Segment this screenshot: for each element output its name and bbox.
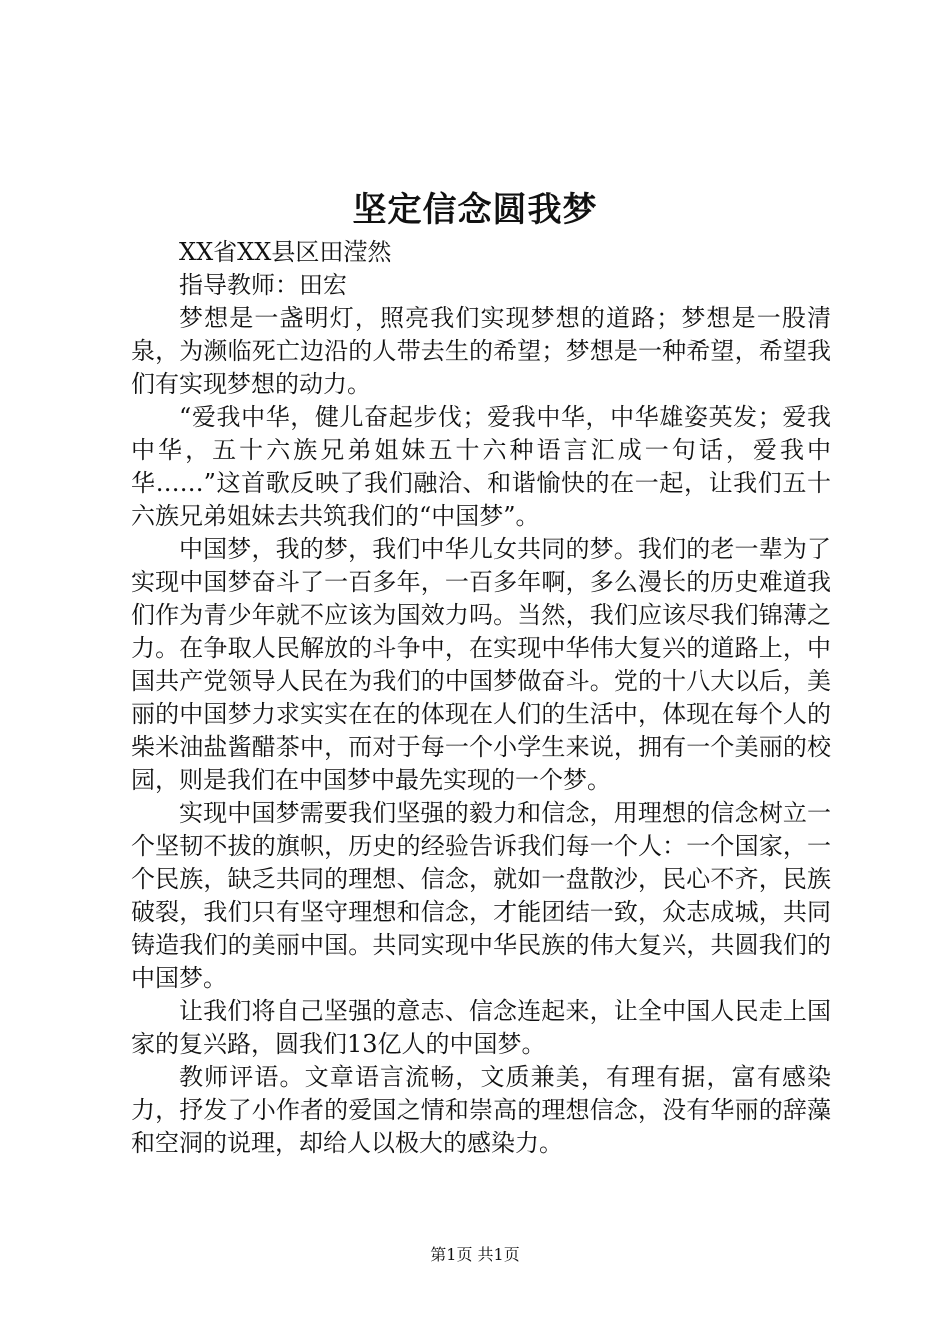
teacher-line: 指导教师：田宏 xyxy=(179,271,347,299)
paragraph-3: 中国梦，我的梦，我们中华儿女共同的梦。我们的老一辈为了实现中国梦奋斗了一百多年，一百多年啊，多么漫长的历史难道我们作为青少年就不应该为国效力吗。当然，我们应该尽我们锦薄之力。在争取人民解放的斗争中，在实现中华伟大复兴的道路上，中国共产党领导人民在为我们的中国梦做奋斗。党的十八大以后，美丽的中国梦力求实实在在的体现在人们的生活中，体现在每个人的柴米油盐酱醋茶中，而对于每一个小学生来说，拥有一个美丽的校园，则是我们在中国梦中最先实现的一个梦。 xyxy=(131,535,831,794)
document-body xyxy=(131,236,831,1160)
paragraph-1: 梦想是一盏明灯，照亮我们实现梦想的道路；梦想是一股清泉，为濒临死亡边沿的人带去生的希望；梦想是一种希望，希望我们有实现梦想的动力。 xyxy=(131,304,831,398)
teacher-comment: 教师评语。文章语言流畅，文质兼美，有理有据，富有感染力，抒发了小作者的爱国之情和崇高的理想信念，没有华丽的辞藻和空洞的说理，却给人以极大的感染力。 xyxy=(131,1063,831,1157)
paragraph-2: “爱我中华，健儿奋起步伐；爱我中华，中华雄姿英发；爱我中华，五十六族兄弟姐妹五十六种语言汇成一句话，爱我中华……”这首歌反映了我们融洽、和谐愉快的在一起，让我们五十六族兄弟姐妹去共筑我们的“中国梦”。 xyxy=(131,403,831,530)
document-title: 坚定信念圆我梦 xyxy=(352,190,598,230)
page-number: 第1页 共1页 xyxy=(430,1245,520,1264)
paragraph-4: 实现中国梦需要我们坚强的毅力和信念，用理想的信念树立一个坚韧不拔的旗帜，历史的经验告诉我们每一个人：一个国家，一个民族，缺乏共同的理想、信念，就如一盘散沙，民心不齐，民族破裂，我们只有坚守理想和信念，才能团结一致，众志成城，共同铸造我们的美丽中国。共同实现中华民族的伟大复兴，共圆我们的中国梦。 xyxy=(131,799,831,992)
author-line: XX省XX县区田滢然 xyxy=(179,238,392,266)
paragraph-5: 让我们将自己坚强的意志、信念连起来，让全中国人民走上国家的复兴路，圆我们13亿人的中国梦。 xyxy=(131,997,831,1058)
